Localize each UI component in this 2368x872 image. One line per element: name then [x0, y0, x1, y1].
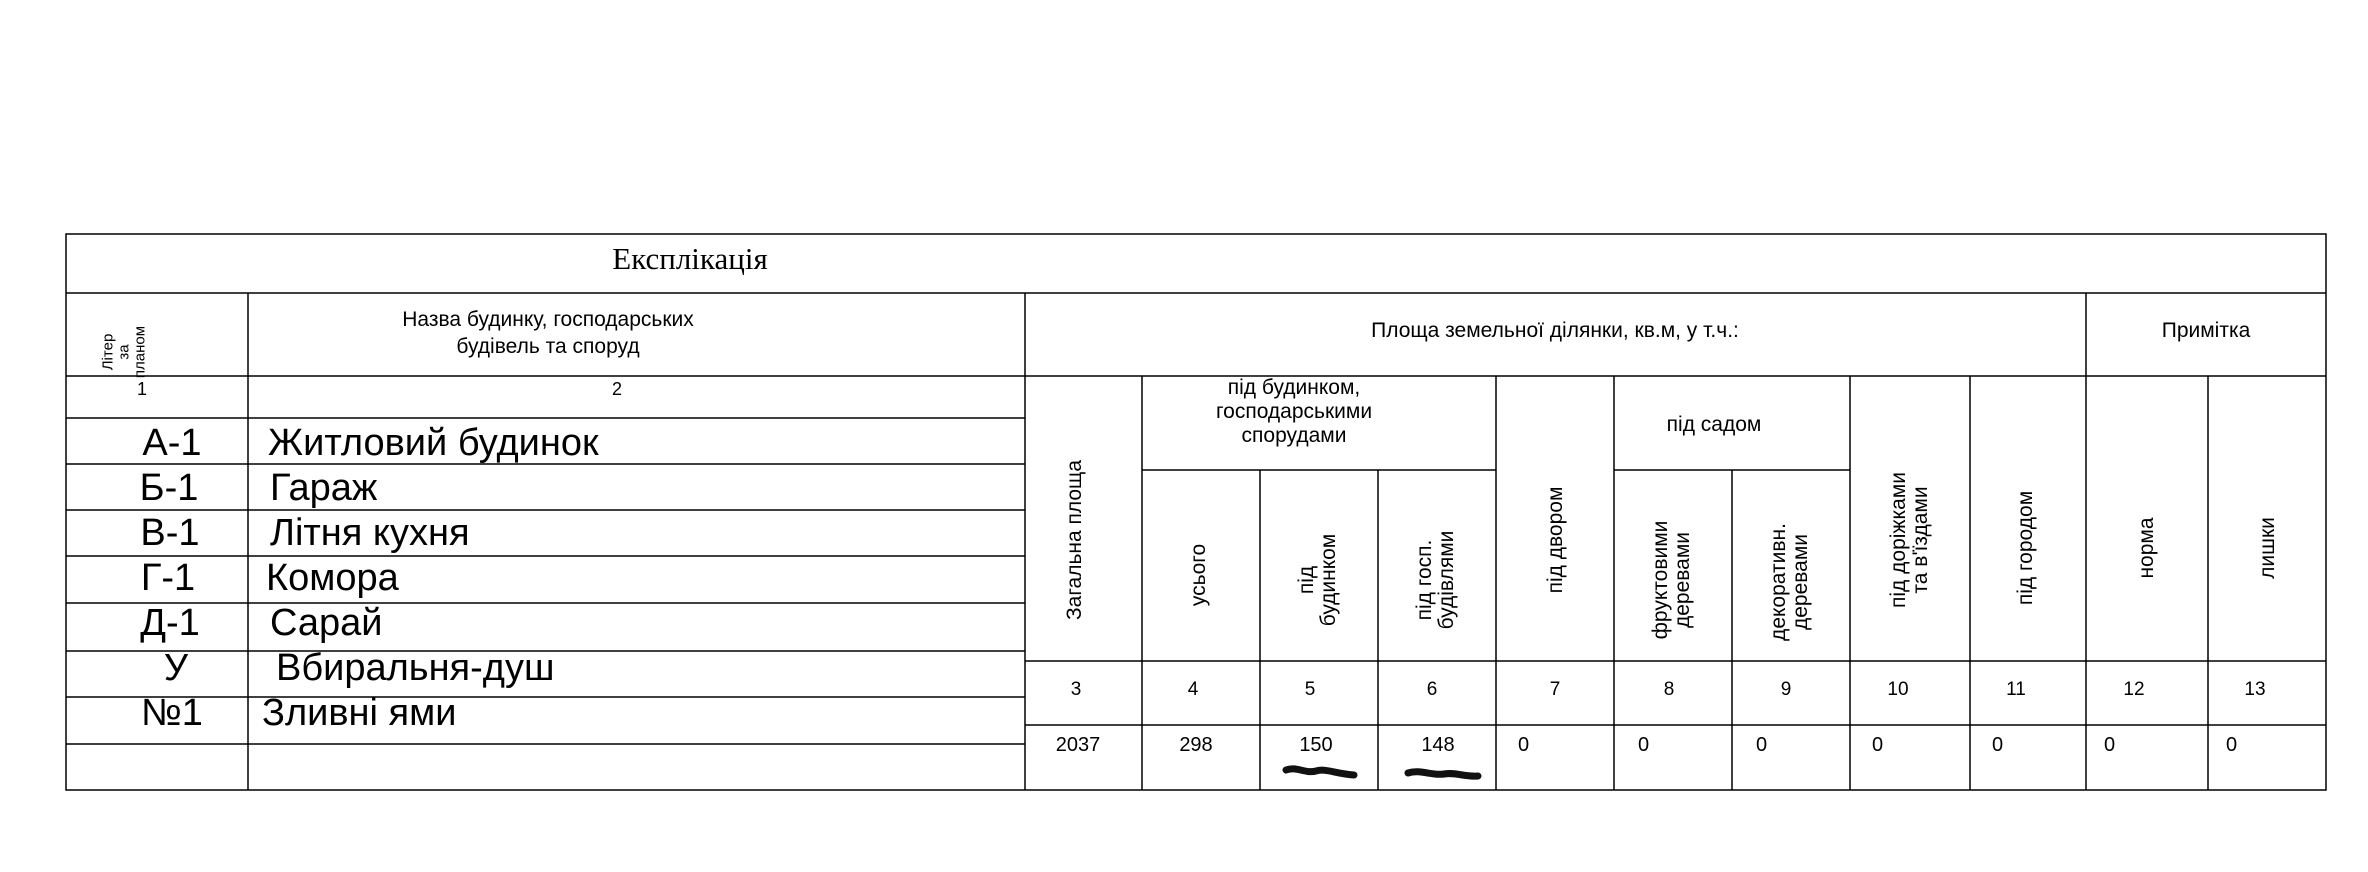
value-norm: 0 — [2104, 734, 2116, 756]
value-all: 298 — [1179, 734, 1213, 756]
building-name: Зливні ями — [262, 692, 457, 734]
col-header-fruit-trees: фруктовими деревами — [1648, 520, 1694, 640]
building-letter: Д-1 — [140, 602, 200, 644]
building-name: Комора — [266, 557, 399, 599]
value-fruit-trees: 0 — [1638, 734, 1650, 756]
table-title: Експлікація — [612, 241, 768, 276]
value-paths: 0 — [1872, 734, 1884, 756]
building-letter: У — [163, 647, 189, 689]
building-letter: Б-1 — [139, 467, 199, 509]
building-name: Гараж — [270, 467, 378, 509]
value-decor-trees: 0 — [1756, 734, 1768, 756]
building-letter: Г-1 — [140, 557, 196, 599]
value-total-area: 2037 — [1055, 734, 1101, 756]
column-number-2: 2 — [611, 379, 623, 399]
column-number-1: 1 — [136, 379, 148, 399]
col-header-vegetable-garden: під городом — [2013, 490, 2037, 606]
column-number: 5 — [1304, 679, 1316, 700]
value-yard: 0 — [1518, 734, 1530, 756]
column-number: 4 — [1187, 679, 1199, 700]
building-name: Вбиральня-душ — [276, 647, 555, 689]
column-number: 13 — [2244, 679, 2266, 700]
header-land-area: Площа земельної ділянки, кв.м, у т.ч.: — [1371, 319, 1739, 342]
col-header-paths: під доріжками та в'їздами — [1886, 472, 1932, 608]
building-name: Сарай — [270, 602, 383, 644]
col-header-under-outbuildings: під госп. будівлями — [1412, 530, 1458, 630]
handwritten-mark — [1282, 762, 1358, 784]
header-building-name: Назва будинку, господарських будівель та споруд — [402, 308, 694, 359]
value-under-house: 150 — [1299, 734, 1333, 756]
column-number: 7 — [1549, 679, 1561, 700]
group-under-buildings: під будинком, господарськими спорудами — [1215, 376, 1373, 448]
value-excess: 0 — [2226, 734, 2238, 756]
col-header-yard: під двором — [1543, 486, 1567, 594]
building-letter: А-1 — [142, 422, 202, 464]
value-under-outbuildings: 148 — [1421, 734, 1455, 756]
column-number: 9 — [1780, 679, 1792, 700]
value-vegetable-garden: 0 — [1992, 734, 2004, 756]
column-number: 8 — [1663, 679, 1675, 700]
group-under-garden: під садом — [1666, 413, 1762, 436]
header-litera: Літер за планом — [99, 325, 148, 379]
building-name: Житловий будинок — [268, 422, 599, 464]
column-number: 3 — [1070, 679, 1082, 700]
col-header-decor-trees: декоративн. деревами — [1766, 523, 1812, 641]
col-header-excess: лишки — [2255, 517, 2279, 579]
col-header-under-house: під будинком — [1294, 533, 1340, 627]
col-header-norm: норма — [2134, 517, 2158, 579]
column-number: 11 — [2006, 679, 2026, 700]
column-number: 6 — [1426, 679, 1438, 700]
col-header-total-area: Загальна площа — [1062, 459, 1086, 621]
handwritten-mark — [1404, 764, 1482, 786]
header-note: Примітка — [2161, 319, 2251, 342]
building-name: Літня кухня — [270, 512, 470, 554]
building-letter: В-1 — [140, 512, 200, 554]
column-number: 12 — [2123, 679, 2145, 700]
column-number: 10 — [1887, 679, 1909, 700]
building-letter: №1 — [141, 692, 203, 734]
col-header-all: усього — [1186, 543, 1210, 607]
